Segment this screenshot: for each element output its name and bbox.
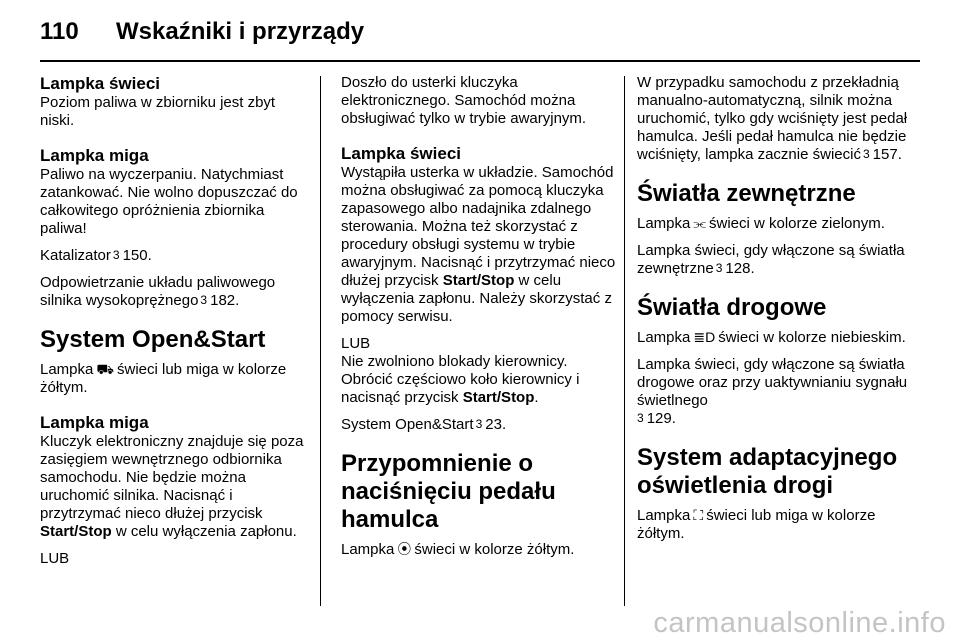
- start-stop-label: Start/Stop: [462, 389, 535, 406]
- heading-przypomnienie: Przypomnienie o naciśnięciu pedału hamulca: [341, 450, 556, 533]
- page-title: Wskaźniki i przyrządy: [116, 18, 365, 45]
- system-ref-page-link[interactable]: 23: [485, 416, 502, 433]
- paragraph-key-fault: Doszło do usterki kluczyka elektronicznego. Samochód można obsługiwać tylko w trybie awaryjnym.: [341, 74, 587, 127]
- column-divider-1: [320, 76, 321, 606]
- katalizator-text: Katalizator: [40, 247, 111, 264]
- lub-text: LUB: [40, 550, 70, 567]
- paragraph-system-ref: System Open&Start 3 23.: [341, 416, 507, 433]
- high-beam-icon: ≣D: [693, 329, 716, 345]
- page-ref-icon: 3: [112, 248, 120, 262]
- header-rule: [40, 60, 920, 62]
- paragraph-key-out-of-range: Kluczyk elektroniczny znajduje się poza zasięgiem wewnętrznego odbiornika samochodu. Nie będzie można uruchomić silnika. Nacisnąć i przytrzymać nieco dłużej przycisk Start/Stop w celu wyłączenia zapłonu.: [40, 433, 304, 540]
- paragraph-brake-reminder: Lampka ⦿ świeci w kolorze żółtym.: [341, 541, 575, 558]
- column-1: [40, 74, 308, 568]
- brake-pedal-icon: ⦿: [397, 541, 412, 557]
- adaptive-lighting-icon: ⛶: [693, 507, 704, 523]
- paragraph-manual-automatic: W przypadku samochodu z przekładnią manualno-automatyczną, silnik można uruchomić, tylko gdy wciśnięty jest pedał hamulca. Jeśli pedał hamulca nie będzie wciśnięty, lampka zacznie świecić 3 157.: [637, 74, 908, 163]
- start-stop-label: Start/Stop: [442, 272, 515, 289]
- paragraph-side-lights-on: Lampka świeci, gdy włączone są światła zewnętrzne 3 128.: [637, 242, 905, 277]
- paragraph-odpowietrzanie: Odpowietrzanie układu paliwowego silnika wysokoprężnego 3 182.: [40, 274, 276, 309]
- paragraph-open-start-lamp: Lampka ⛟ świeci lub miga w kolorze żółtym.: [40, 361, 287, 396]
- lub-text: LUB: [341, 335, 371, 352]
- page-ref-icon: 3: [715, 261, 723, 275]
- intro-page-link[interactable]: 157: [872, 146, 898, 163]
- heading-lampka-miga: Lampka miga: [40, 146, 149, 165]
- paragraph-side-lights-lamp: Lampka ⫘ świeci w kolorze zielonym.: [637, 215, 885, 232]
- watermark-text: carmanualsonline.info: [653, 607, 946, 639]
- paragraph-fuel-empty: Paliwo na wyczerpaniu. Natychmiast zatankować. Nie wolno dopuszczać do całkowitego opróżnienia zbiornika paliwa!: [40, 166, 298, 237]
- heading-adaptive-lighting: System adaptacyjnego oświetlenia drogi: [637, 444, 898, 499]
- page-header: [40, 16, 920, 50]
- paragraph-afl-lamp: Lampka ⛶ świeci lub miga w kolorze żółtym.: [637, 507, 876, 542]
- heading-lampka-swieci: Lampka świeci: [40, 74, 161, 93]
- katalizator-page-link[interactable]: 150: [122, 247, 148, 264]
- heading-lampka-miga-2: Lampka miga: [40, 413, 149, 432]
- paragraph-high-beam-lamp: Lampka ≣D świeci w kolorze niebieskim.: [637, 329, 906, 346]
- page-number: 110: [40, 18, 79, 45]
- heading-system-open-start: System Open&Start: [40, 326, 266, 353]
- heading-swiatla-drogowe: Światła drogowe: [637, 294, 827, 321]
- side-lights-icon: ⫘: [693, 215, 706, 231]
- paragraph-high-beam-on: Lampka świeci, gdy włączone są światła drogowe oraz przy uaktywnianiu sygnału świetlnego 3 129.: [637, 356, 908, 427]
- column-3: [637, 74, 922, 543]
- side-lights-page-link[interactable]: 128: [725, 260, 751, 277]
- paragraph-steering-lock: Nie zwolniono blokady kierownicy. Obrócić częściowo koło kierownicy i nacisnąć przycisk Start/Stop.: [341, 353, 580, 406]
- odpowietrzanie-text: Odpowietrzanie układu paliwowego silnika wysokoprężnego: [40, 274, 276, 309]
- page-ref-icon: 3: [200, 293, 208, 307]
- column-2: [341, 74, 616, 559]
- page-ref-icon: 3: [862, 147, 870, 161]
- start-stop-label: Start/Stop: [40, 523, 112, 540]
- paragraph-fuel-low: Poziom paliwa w zbiorniku jest zbyt niski.: [40, 94, 276, 129]
- paragraph-katalizator: Katalizator 3 150.: [40, 247, 152, 264]
- page-ref-icon: 3: [637, 411, 644, 425]
- paragraph-system-fault: Wystąpiła usterka w układzie. Samochód można obsługiwać za pomocą kluczyka zapasowego albo nadajnika zdalnego sterowania. Można też skorzystać z procedury obsługi systemu w trybie awaryjnym. Nacisnąć i przytrzymać nieco dłużej przycisk Start/Stop w celu wyłączenia zapłonu. Należy skorzystać z pomocy serwisu.: [341, 164, 616, 325]
- odpowietrzanie-page-link[interactable]: 182: [210, 292, 236, 309]
- page-ref-icon: 3: [475, 417, 483, 431]
- high-beam-page-link[interactable]: 129: [646, 410, 672, 427]
- key-signal-icon: ⛟: [96, 361, 114, 377]
- heading-swiatla-zewnetrzne: Światła zewnętrzne: [637, 180, 856, 207]
- heading-lampka-swieci-2: Lampka świeci: [341, 144, 462, 163]
- column-divider-2: [624, 76, 625, 606]
